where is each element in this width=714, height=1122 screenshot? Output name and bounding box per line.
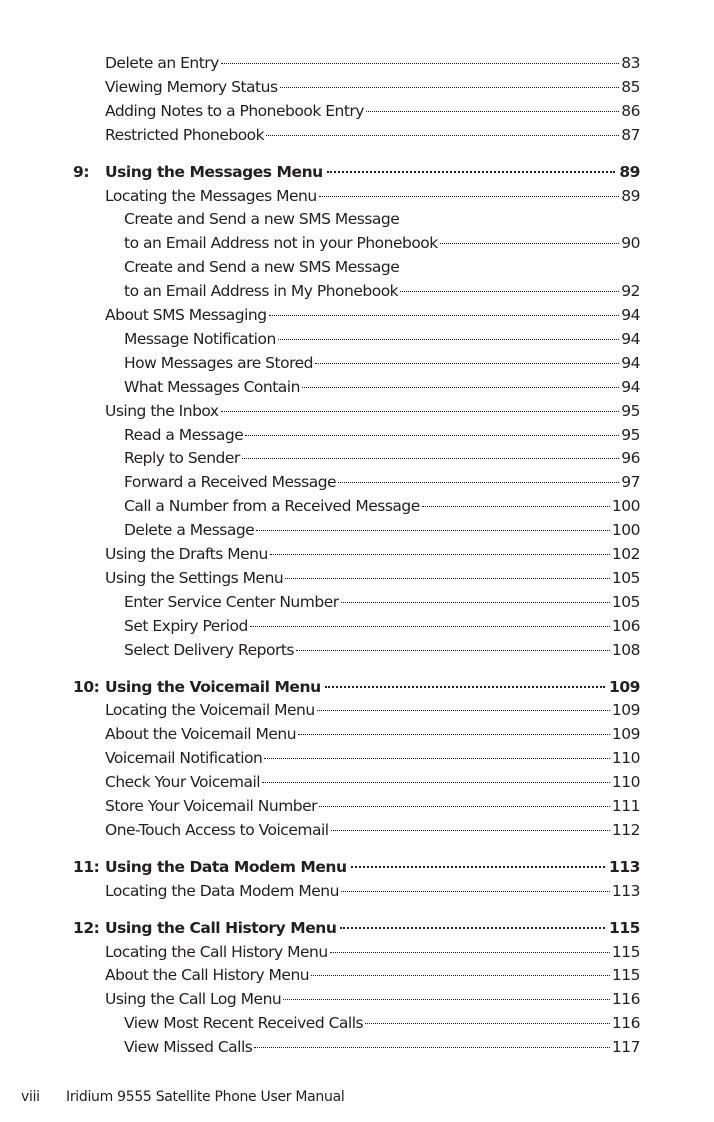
dot-leader xyxy=(422,505,610,507)
toc-entry-title: Check Your Voicemail xyxy=(105,773,261,792)
toc-entry-title: Set Expiry Period xyxy=(124,616,248,635)
toc-entry-title: View Missed Calls xyxy=(124,1038,253,1057)
toc-entry-title: Using the Settings Menu xyxy=(105,568,284,587)
toc-page-number: 89 xyxy=(619,162,640,181)
toc-chapter-heading[interactable] xyxy=(73,856,640,878)
dot-leader xyxy=(270,553,610,555)
toc-entry-title: Reply to Sender xyxy=(124,449,240,468)
toc-entry[interactable] xyxy=(105,567,640,589)
chapter-number: 11: xyxy=(73,857,100,876)
toc-page-number: 86 xyxy=(621,101,640,120)
toc-page-number: 85 xyxy=(621,77,640,96)
toc-entry[interactable] xyxy=(105,699,640,721)
toc-entry-title: View Most Recent Received Calls xyxy=(124,1014,364,1033)
chapter-number: 12: xyxy=(73,918,100,937)
toc-entry-title: Select Delivery Reports xyxy=(124,640,294,659)
dot-leader xyxy=(327,170,616,173)
toc-page-number: 110 xyxy=(611,749,640,768)
toc-entry[interactable] xyxy=(124,615,640,637)
toc-page-number: 108 xyxy=(611,640,640,659)
toc-entry[interactable] xyxy=(105,988,640,1010)
toc-page-number: 100 xyxy=(611,521,640,540)
toc-entry[interactable] xyxy=(124,424,640,446)
toc-entry[interactable] xyxy=(105,795,640,817)
toc-entry[interactable] xyxy=(124,519,640,541)
toc-entry-title: Enter Service Center Number xyxy=(124,592,339,611)
toc-page-number: 111 xyxy=(611,797,640,815)
dot-leader xyxy=(319,195,620,197)
toc-entry-title: Using the Voicemail Menu xyxy=(105,677,321,696)
dot-leader xyxy=(283,998,610,1000)
toc-entry-title: Create and Send a new SMS Message xyxy=(124,258,400,277)
dot-leader xyxy=(250,625,610,627)
toc-entry-title: Delete a Message xyxy=(124,521,255,540)
toc-entry-title: to an Email Address not in your Phonebook xyxy=(124,234,438,253)
dot-leader xyxy=(221,62,619,64)
toc-page-number: 94 xyxy=(621,306,640,324)
toc-entry[interactable] xyxy=(105,819,640,841)
toc-entry-title: Using the Drafts Menu xyxy=(105,545,268,563)
toc-entry[interactable] xyxy=(124,1036,640,1058)
toc-page-number: 115 xyxy=(611,942,640,961)
dot-leader xyxy=(266,134,619,136)
dot-leader xyxy=(302,386,619,388)
toc-page-number: 115 xyxy=(608,918,640,937)
dot-leader xyxy=(338,481,619,483)
dot-leader xyxy=(245,434,619,436)
toc-entry-title: Forward a Received Message xyxy=(124,473,337,492)
dot-leader xyxy=(264,757,610,759)
toc-page-number: 83 xyxy=(621,54,640,72)
toc-page-number: 90 xyxy=(621,234,640,253)
toc-entry[interactable] xyxy=(105,941,640,963)
toc-entry[interactable] xyxy=(124,639,640,661)
toc-page-number: 115 xyxy=(611,966,640,985)
toc-entry-title: to an Email Address in My Phonebook xyxy=(124,282,399,301)
dot-leader xyxy=(319,805,610,807)
toc-page-number: 97 xyxy=(621,473,640,492)
toc-page-number: 117 xyxy=(611,1038,640,1057)
toc-chapter-heading[interactable] xyxy=(73,676,640,698)
toc-entry-title: Using the Call Log Menu xyxy=(105,990,282,1009)
dot-leader xyxy=(330,951,610,953)
toc-page-number: 89 xyxy=(621,186,640,205)
toc-entry[interactable] xyxy=(105,185,640,207)
toc-entry[interactable] xyxy=(105,880,640,902)
toc-page-number: 94 xyxy=(621,353,640,372)
toc-entry[interactable] xyxy=(105,100,640,122)
toc-entry[interactable] xyxy=(124,232,640,254)
toc-chapter-heading[interactable] xyxy=(73,161,640,183)
toc-entry-title: One-Touch Access to Voicemail xyxy=(105,820,329,839)
toc-entry[interactable] xyxy=(124,495,640,517)
dot-leader xyxy=(366,110,619,112)
dot-leader xyxy=(269,314,620,316)
toc-page-number: 116 xyxy=(611,1014,640,1033)
chapter-number: 10: xyxy=(73,677,100,696)
toc-entry[interactable] xyxy=(124,471,640,493)
dot-leader xyxy=(400,290,619,292)
dot-leader xyxy=(262,781,610,783)
toc-entry-title: Store Your Voicemail Number xyxy=(105,797,318,815)
toc-entry-title: Locating the Messages Menu xyxy=(105,186,317,205)
toc-page-number: 102 xyxy=(611,545,640,563)
toc-entry-title: Call a Number from a Received Message xyxy=(124,497,420,516)
dot-leader xyxy=(242,457,619,459)
toc-entry[interactable] xyxy=(105,543,640,565)
dot-leader xyxy=(296,649,610,651)
dot-leader xyxy=(285,577,610,579)
toc-entry[interactable] xyxy=(105,723,640,745)
toc-entry-title: How Messages are Stored xyxy=(124,353,313,372)
dot-leader xyxy=(341,890,610,892)
toc-entry[interactable] xyxy=(105,124,640,146)
toc-page-number: 100 xyxy=(611,497,640,516)
toc-entry-title: Voicemail Notification xyxy=(105,749,263,768)
toc-entry-title: Using the Data Modem Menu xyxy=(105,857,347,876)
toc-entry[interactable] xyxy=(124,1012,640,1034)
footer-page-number: viii xyxy=(21,1089,40,1105)
toc-entry-title: Viewing Memory Status xyxy=(105,77,278,96)
toc-entry-title: Locating the Call History Menu xyxy=(105,942,328,961)
dot-leader xyxy=(221,410,620,412)
toc-entry[interactable] xyxy=(124,208,640,230)
toc-page-number: 95 xyxy=(621,401,640,420)
toc-entry[interactable] xyxy=(105,76,640,98)
footer-document-title: Iridium 9555 Satellite Phone User Manual xyxy=(66,1089,345,1105)
toc-page-number: 106 xyxy=(611,616,640,635)
toc-page-number: 96 xyxy=(621,449,640,468)
toc-entry[interactable] xyxy=(105,52,640,74)
toc-entry[interactable] xyxy=(124,328,640,350)
toc-page-number: 110 xyxy=(611,773,640,792)
toc-entry-title: Delete an Entry xyxy=(105,54,219,72)
toc-entry-title: What Messages Contain xyxy=(124,377,300,396)
dot-leader xyxy=(340,926,605,929)
toc-entry[interactable] xyxy=(124,352,640,374)
toc-entry[interactable] xyxy=(124,447,640,469)
toc-entry-title: Using the Messages Menu xyxy=(105,162,323,181)
dot-leader xyxy=(298,733,610,735)
dot-leader xyxy=(256,529,610,531)
dot-leader xyxy=(331,829,610,831)
dot-leader xyxy=(351,865,605,868)
dot-leader xyxy=(315,362,619,364)
dot-leader xyxy=(325,685,605,688)
dot-leader xyxy=(317,709,610,711)
toc-page-number: 109 xyxy=(608,677,640,696)
dot-leader xyxy=(341,601,610,603)
toc-entry[interactable] xyxy=(124,256,640,278)
dot-leader xyxy=(440,242,620,244)
dot-leader xyxy=(280,86,620,88)
toc-entry-title: Adding Notes to a Phonebook Entry xyxy=(105,101,364,120)
toc-entry[interactable] xyxy=(124,376,640,398)
toc-page-number: 116 xyxy=(611,990,640,1009)
toc-entry-title: Message Notification xyxy=(124,329,276,348)
toc-page-number: 95 xyxy=(621,425,640,444)
toc-entry[interactable] xyxy=(105,771,640,793)
dot-leader xyxy=(254,1046,610,1048)
toc-entry-title: Using the Call History Menu xyxy=(105,918,337,937)
toc-page-number: 113 xyxy=(611,881,640,900)
toc-entry-title: Using the Inbox xyxy=(105,401,219,420)
toc-entry-title: Read a Message xyxy=(124,425,244,444)
toc-entry[interactable] xyxy=(105,304,640,326)
toc-page-number: 113 xyxy=(608,857,640,876)
toc-entry-title: Locating the Voicemail Menu xyxy=(105,701,315,720)
dot-leader xyxy=(365,1022,610,1024)
toc-page-number: 92 xyxy=(621,282,640,301)
dot-leader xyxy=(278,338,619,340)
toc-page-number: 94 xyxy=(621,377,640,396)
toc-entry[interactable] xyxy=(105,747,640,769)
toc-page-number: 109 xyxy=(611,701,640,720)
toc-entry-title: About the Call History Menu xyxy=(105,966,310,985)
toc-entry-title: About SMS Messaging xyxy=(105,306,267,324)
toc-entry[interactable] xyxy=(105,964,640,986)
toc-entry-title: Restricted Phonebook xyxy=(105,125,265,144)
toc-page-number: 87 xyxy=(621,125,640,144)
toc-page-number: 105 xyxy=(611,592,640,611)
toc-entry-title: Create and Send a new SMS Message xyxy=(124,210,400,229)
toc-entry-title: About the Voicemail Menu xyxy=(105,725,297,744)
toc-page-number: 105 xyxy=(611,568,640,587)
toc-entry-title: Locating the Data Modem Menu xyxy=(105,881,339,900)
toc-entry[interactable] xyxy=(105,400,640,422)
toc-entry[interactable] xyxy=(124,591,640,613)
dot-leader xyxy=(311,974,610,976)
toc-chapter-heading[interactable] xyxy=(73,917,640,939)
toc-entry[interactable] xyxy=(124,280,640,302)
chapter-number: 9: xyxy=(73,162,90,181)
toc-page-number: 109 xyxy=(611,725,640,744)
toc-page-number: 94 xyxy=(621,329,640,348)
toc-page-number: 112 xyxy=(611,820,640,839)
